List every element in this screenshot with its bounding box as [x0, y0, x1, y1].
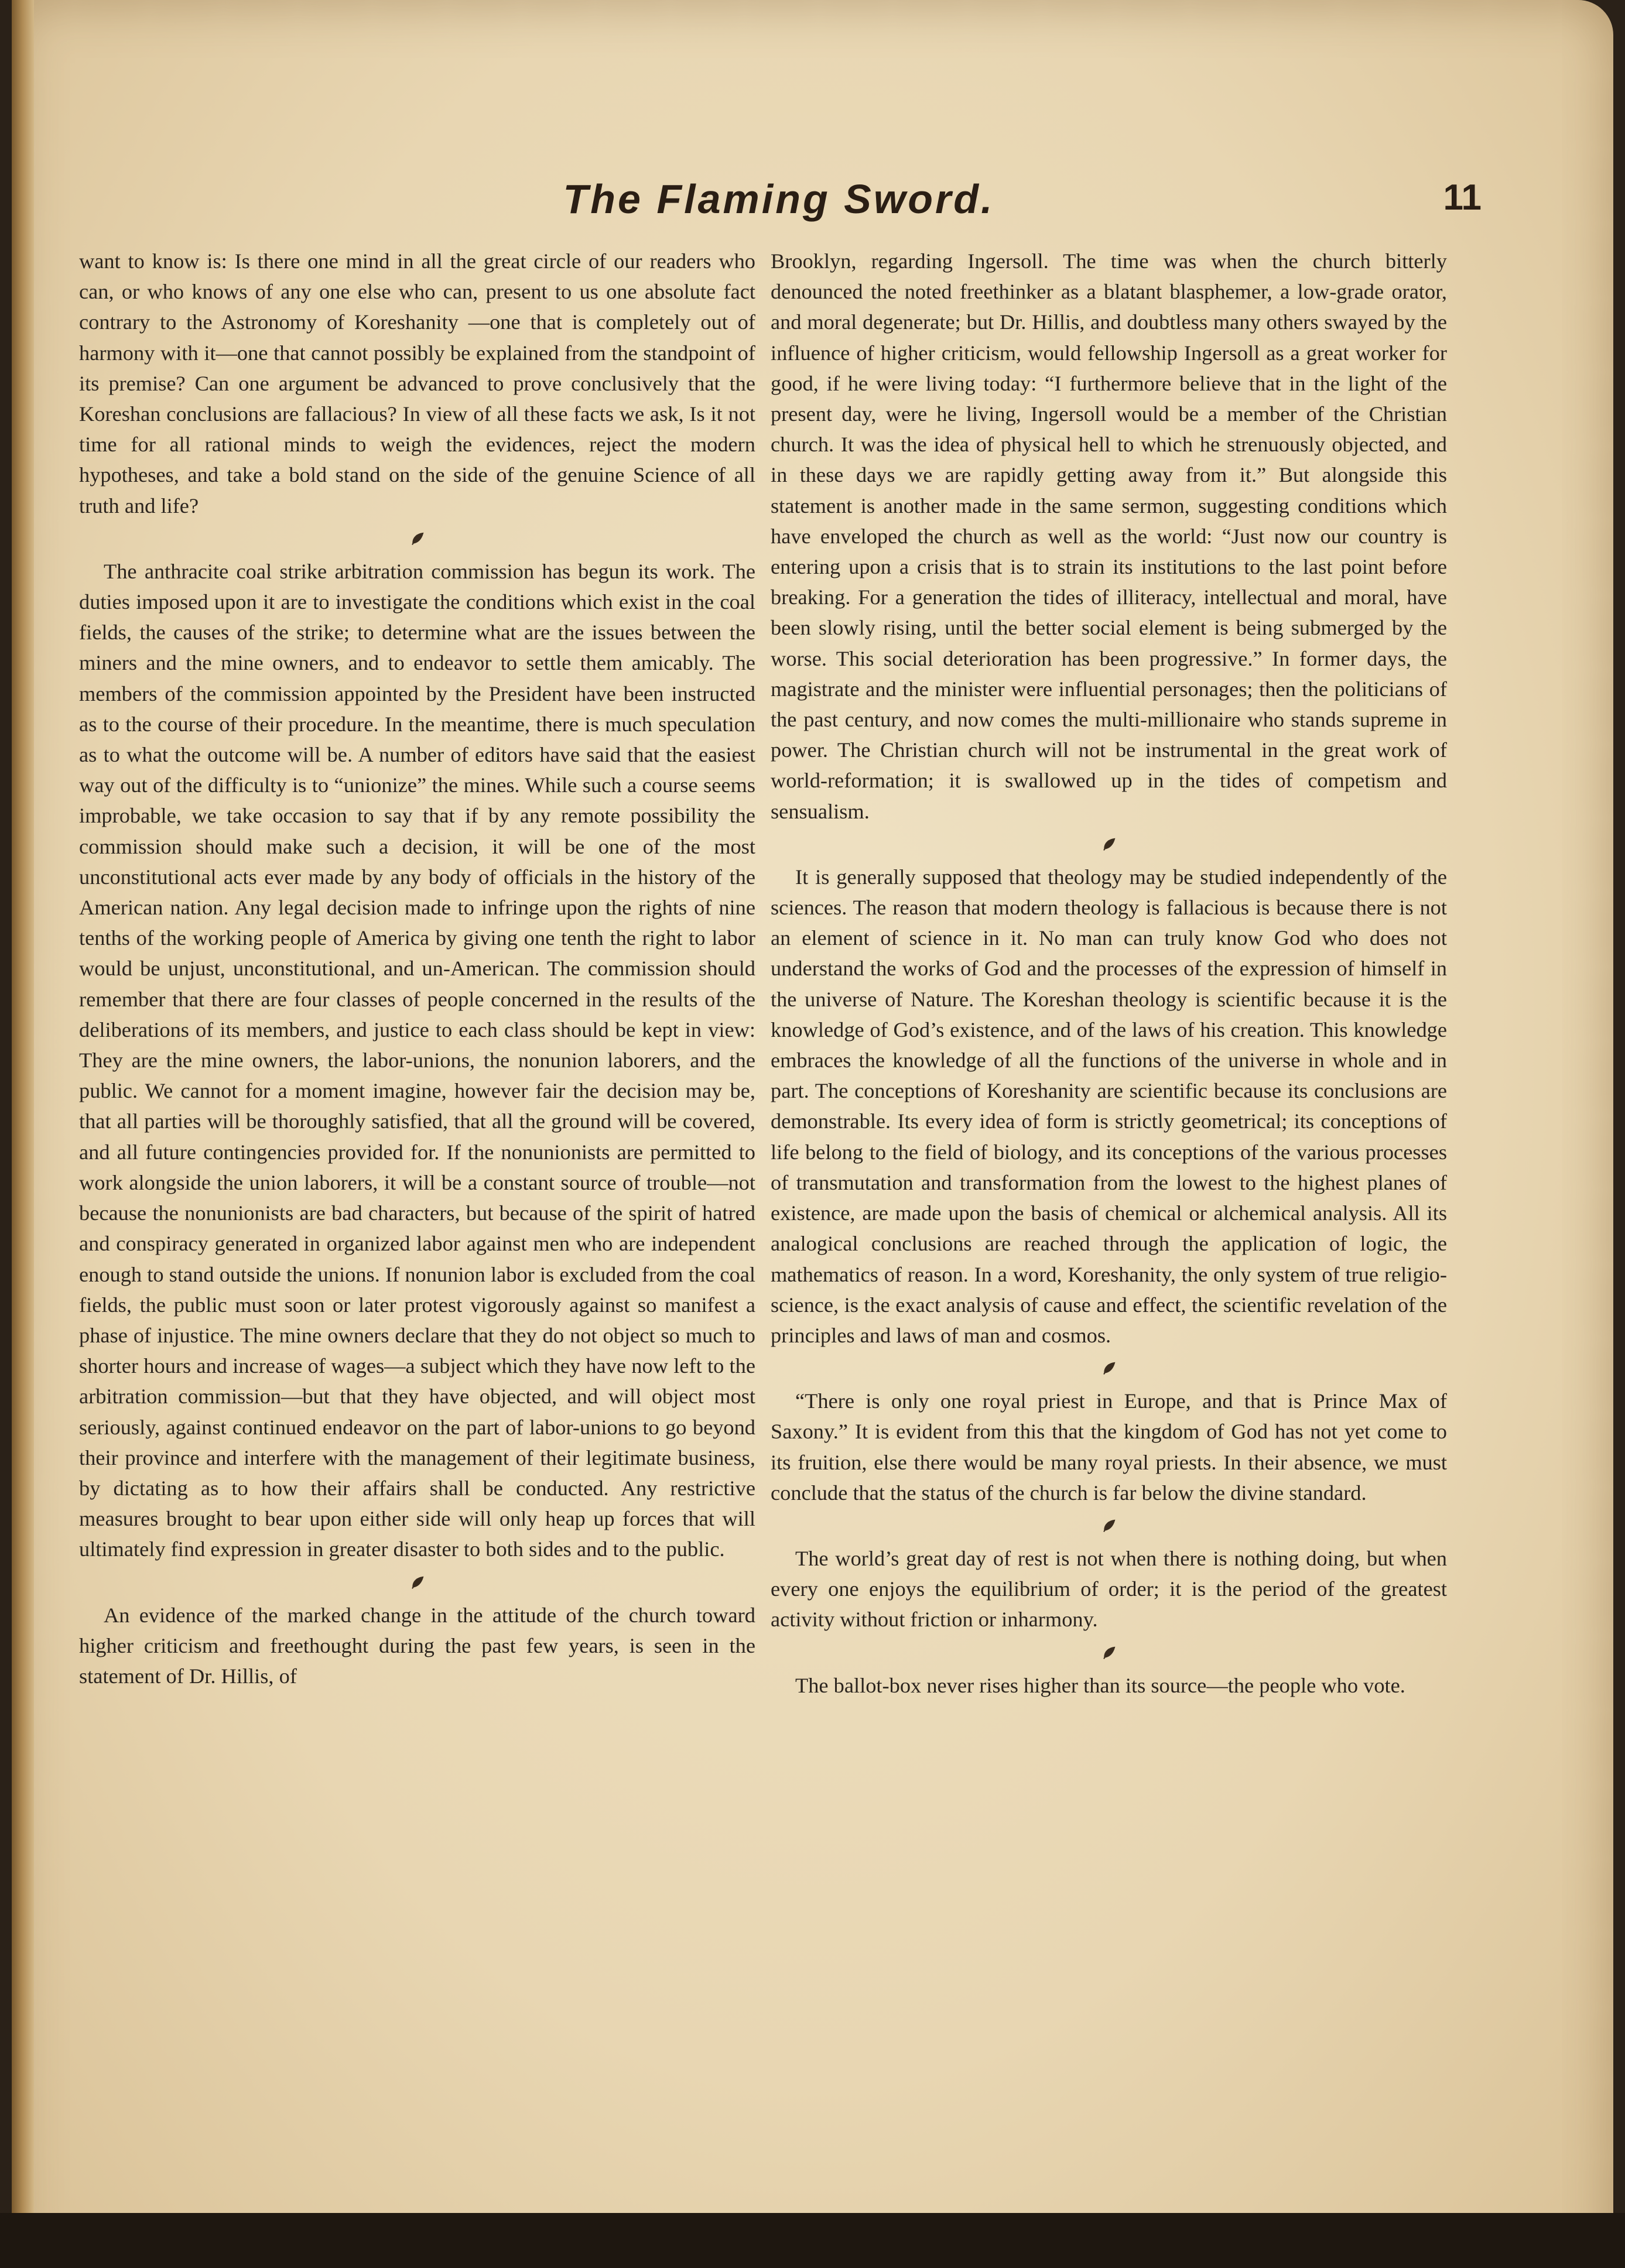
leaf-ornament-icon [771, 827, 1447, 862]
magazine-page [12, 0, 1613, 2268]
leaf-ornament-icon [771, 1351, 1447, 1386]
leaf-ornament-icon [79, 521, 755, 556]
paragraph: It is generally supposed that theology may be studied independently of the sciences. The reason that modern theology is fallacious is because there is not an element of science in it. No man can truly know God who does not understand the works of God and the processes of the expression of himself in the universe of Nature. The Koreshan theology is scientific because it is the knowledge of God’s existence, and of the laws of his creation. This knowledge embraces the knowledge of all the functions of the universe in whole and in part. The conceptions of Koreshanity are scientific because its conclusions are demonstrable. Its every idea of form is strictly geometrical; its conceptions of life belong to the field of biology, and its conceptions of the various processes of transmutation and transformation from the lowest to the highest planes of existence, are made upon the basis of chemical or alchemical analysis. All its analogical conclusions are reached through the application of logic, the mathematics of reason. In a word, Koreshanity, the only system of true religio-science, is the exact analysis of cause and effect, the scientific revelation of the principles and laws of man and cosmos. [771, 865, 1447, 1347]
paragraph: An evidence of the marked change in the attitude of the church toward higher criticism and freethought during the past few years, is seen in the statement of Dr. Hillis, of [79, 1603, 755, 1688]
leaf-ornament-icon [771, 1635, 1447, 1670]
page-header [76, 176, 1482, 240]
paragraph: Brooklyn, regarding Ingersoll. The time was when the church bitterly denounced the noted freethinker as a blatant blasphemer, a low-grade orator, and moral degenerate; but Dr. Hillis, and doubtless many others swayed by the influence of higher criticism, would fellowship Ingersoll as a great worker for good, if he were living today: “I furthermore believe that in the light of the present day, were he living, Ingersoll would be a member of the Christian church. It was the idea of physical hell to which he strenuously objected, and in these days we are rapidly getting away from it.” But alongside this statement is another made in the same sermon, suggesting conditions which have enveloped the church as well as the world: “Just now our country is entering upon a crisis that is to strain its institutions to the last point before breaking. For a generation the tides of illiteracy, intellectual and moral, have been slowly rising, until the better social element is being submerged by the worse. This social deterioration has been progressive.” In former days, the magistrate and the minister were influential personages; then the politicians of the past century, and now comes the multi-millionaire who stands supreme in power. The Christian church will not be instrumental in the great work of world-reformation; it is swallowed up in the tides of competism and sensualism. [771, 249, 1447, 823]
binding-edge [12, 0, 34, 2268]
left-column [79, 246, 755, 1691]
leaf-ornament-icon [771, 1508, 1447, 1543]
paragraph: The anthracite coal strike arbitration commission has begun its work. The duties imposed upon it are to investigate the conditions which exist in the coal fields, the causes of the strike; to determine what are the issues between the miners and the mine owners, and to endeavor to settle them amicably. The members of the commission appointed by the President have been instructed as to the course of their procedure. In the meantime, there is much speculation as to what the outcome will be. A number of editors have said that the easiest way out of the difficulty is to “unionize” the mines. While such a course seems improbable, we take occasion to say that if by any remote possibility the commission should make such a decision, it will be one of the most unconstitutional acts ever made by any body of officials in the history of the American nation. Any legal decision made to infringe upon the rights of nine tenths of the working people of America by giving one tenth the right to labor would be unjust, unconstitutional, and un-American. The commission should remember that there are four classes of people concerned in the results of the deliberations of its members, and justice to each class should be kept in view: They are the mine owners, the labor-unions, the nonunion laborers, and the public. We cannot for a moment imagine, however fair the decision may be, that all parties will be thoroughly satisfied, that all the ground will be covered, and all future contingencies provided for. If the nonunionists are permitted to work alongside the union laborers, it will be a constant source of trouble—not because the nonunionists are bad characters, but because of the spirit of hatred and conspiracy generated in organized labor against men who are independent enough to stand outside the unions. If nonunion labor is excluded from the coal fields, the public must soon or later protest vigorously against so manifest a phase of injustice. The mine owners declare that they do not object so much to shorter hours and increase of wages—a subject which they have now left to the arbitration commission—but that they have objected, and will object most seriously, against continued endeavor on the part of labor-unions to go beyond their province and interfere with the management of their legitimate business, by dictating as to how their affairs shall be conducted. Any restrictive measures brought to bear upon either side will only heap up forces that will ultimately find expression in greater disaster to both sides and to the public. [79, 559, 755, 1561]
right-column [771, 246, 1447, 1701]
page-number: 11 [1443, 177, 1482, 218]
paragraph: “There is only one royal priest in Europe, and that is Prince Max of Saxony.” It is evident from this that the kingdom of God has not yet come to its fruition, else there would be many royal priests. In their absence, we must conclude that the status of the church is far below the divine standard. [771, 1389, 1447, 1505]
running-title: The Flaming Sword. [563, 176, 995, 222]
paragraph: want to know is: Is there one mind in all the great circle of our readers who can, or who knows of any one else who can, present to us one absolute fact contrary to the Astronomy of Koreshanity —one that is completely out of harmony with it—one that cannot possibly be explained from the standpoint of its premise? Can one argument be advanced to prove conclusively that the Koreshan conclusions are fallacious? In view of all these facts we ask, Is it not time for all rational minds to weigh the evidences, reject the modern hypotheses, and take a bold stand on the side of the genuine Science of all truth and life? [79, 249, 755, 518]
paragraph: The ballot-box never rises higher than its source—the people who vote. [795, 1673, 1405, 1697]
scan-bottom-edge [0, 2213, 1625, 2268]
leaf-ornament-icon [79, 1565, 755, 1600]
paragraph: The world’s great day of rest is not when there is nothing doing, but when every one enjoys the equilibrium of order; it is the period of the greatest activity without friction or inharmony. [771, 1546, 1447, 1632]
